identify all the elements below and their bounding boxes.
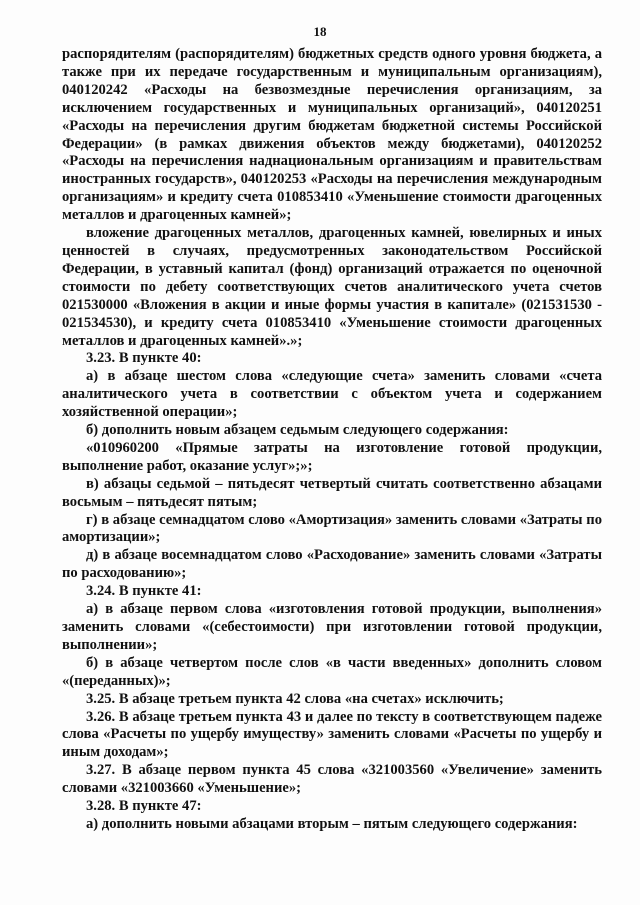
paragraph: б) в абзаце четвертом после слов «в части введенных» дополнить словом «(переданных)»; — [62, 654, 602, 689]
paragraph: г) в абзаце семнадцатом слово «Амортизация» заменить словами «Затраты по амортизации»; — [62, 511, 602, 546]
section-heading: 3.28. В пункте 47: — [86, 798, 202, 815]
paragraph: 3.26. В абзаце третьем пункта 43 и далее по тексту в соответствующем падеже слова «Расчеты по ущербу имуществу» заменить словами «Расчеты по ущербу и иным доходам»; — [62, 708, 602, 761]
paragraph: а) в абзаце первом слова «изготовления готовой продукции, выполнения» заменить словами «(себестоимости) при изготовлении готовой продукции, выполнении»; — [62, 601, 602, 653]
paragraph: 3.27. В абзаце первом пункта 45 слова «321003560 «Увеличение» заменить словами «321003660 «Уменьшение»; — [62, 762, 602, 797]
page-number: 18 — [313, 24, 327, 39]
paragraph: а) дополнить новыми абзацами вторым – пятым следующего содержания: — [86, 815, 578, 832]
paragraph: а) в абзаце шестом слова «следующие счета» заменить словами «счета аналитического учета в соответствии с объектом учета и содержанием хозяйственной операции»; — [62, 368, 602, 421]
section-heading: 3.24. В пункте 41: — [86, 583, 202, 600]
paragraph: распорядителям (распорядителям) бюджетных средств одного уровня бюджета, а также при их передаче государственным и муниципальным организациям), 040120242 «Расходы на безвозмездные перечисления организациям, за исключением государственных и муниципальных организаций», 040120251 «Расходы на перечисления другим бюджетам бюджетной системы Российской Федерации» (в рамках движения объектов между бюджетами), 040120252 «Расходы на перечисления наднациональным организациям и правительствам иностранных государств», 040120253 «Расходы на перечисления международным организациям» и кредиту счета 010853410 «Уменьшение стоимости драгоценных металлов и драгоценных камней»; — [62, 46, 602, 224]
paragraph: б) дополнить новым абзацем седьмым следующего содержания: — [86, 422, 509, 439]
paragraph: 3.25. В абзаце третьем пункта 42 слова «на счетах» исключить; — [86, 690, 504, 707]
document-body — [62, 46, 602, 834]
paragraph: д) в абзаце восемнадцатом слово «Расходование» заменить словами «Затраты по расходованию»; — [62, 547, 602, 582]
paragraph: вложение драгоценных металлов, драгоценных камней, ювелирных и иных ценностей в случаях, предусмотренных законодательством Российской Федерации, в уставный капитал (фонд) организаций отражается по оценочной стоимости по дебету соответствующих счетов аналитического учета счетов 021530000 «Вложения в акции и иные формы участия в капитале» (021531530 - 021534530), и кредиту счета 010853410 «Уменьшение стоимости драгоценных металлов и драгоценных камней».»; — [62, 225, 602, 349]
section-heading: 3.23. В пункте 40: — [86, 350, 202, 367]
paragraph: в) абзацы седьмой – пятьдесят четвертый считать соответственно абзацами восьмым – пятьдесят пятым; — [62, 475, 602, 510]
paragraph: «010960200 «Прямые затраты на изготовление готовой продукции, выполнение работ, оказание услуг»;»; — [62, 439, 602, 474]
